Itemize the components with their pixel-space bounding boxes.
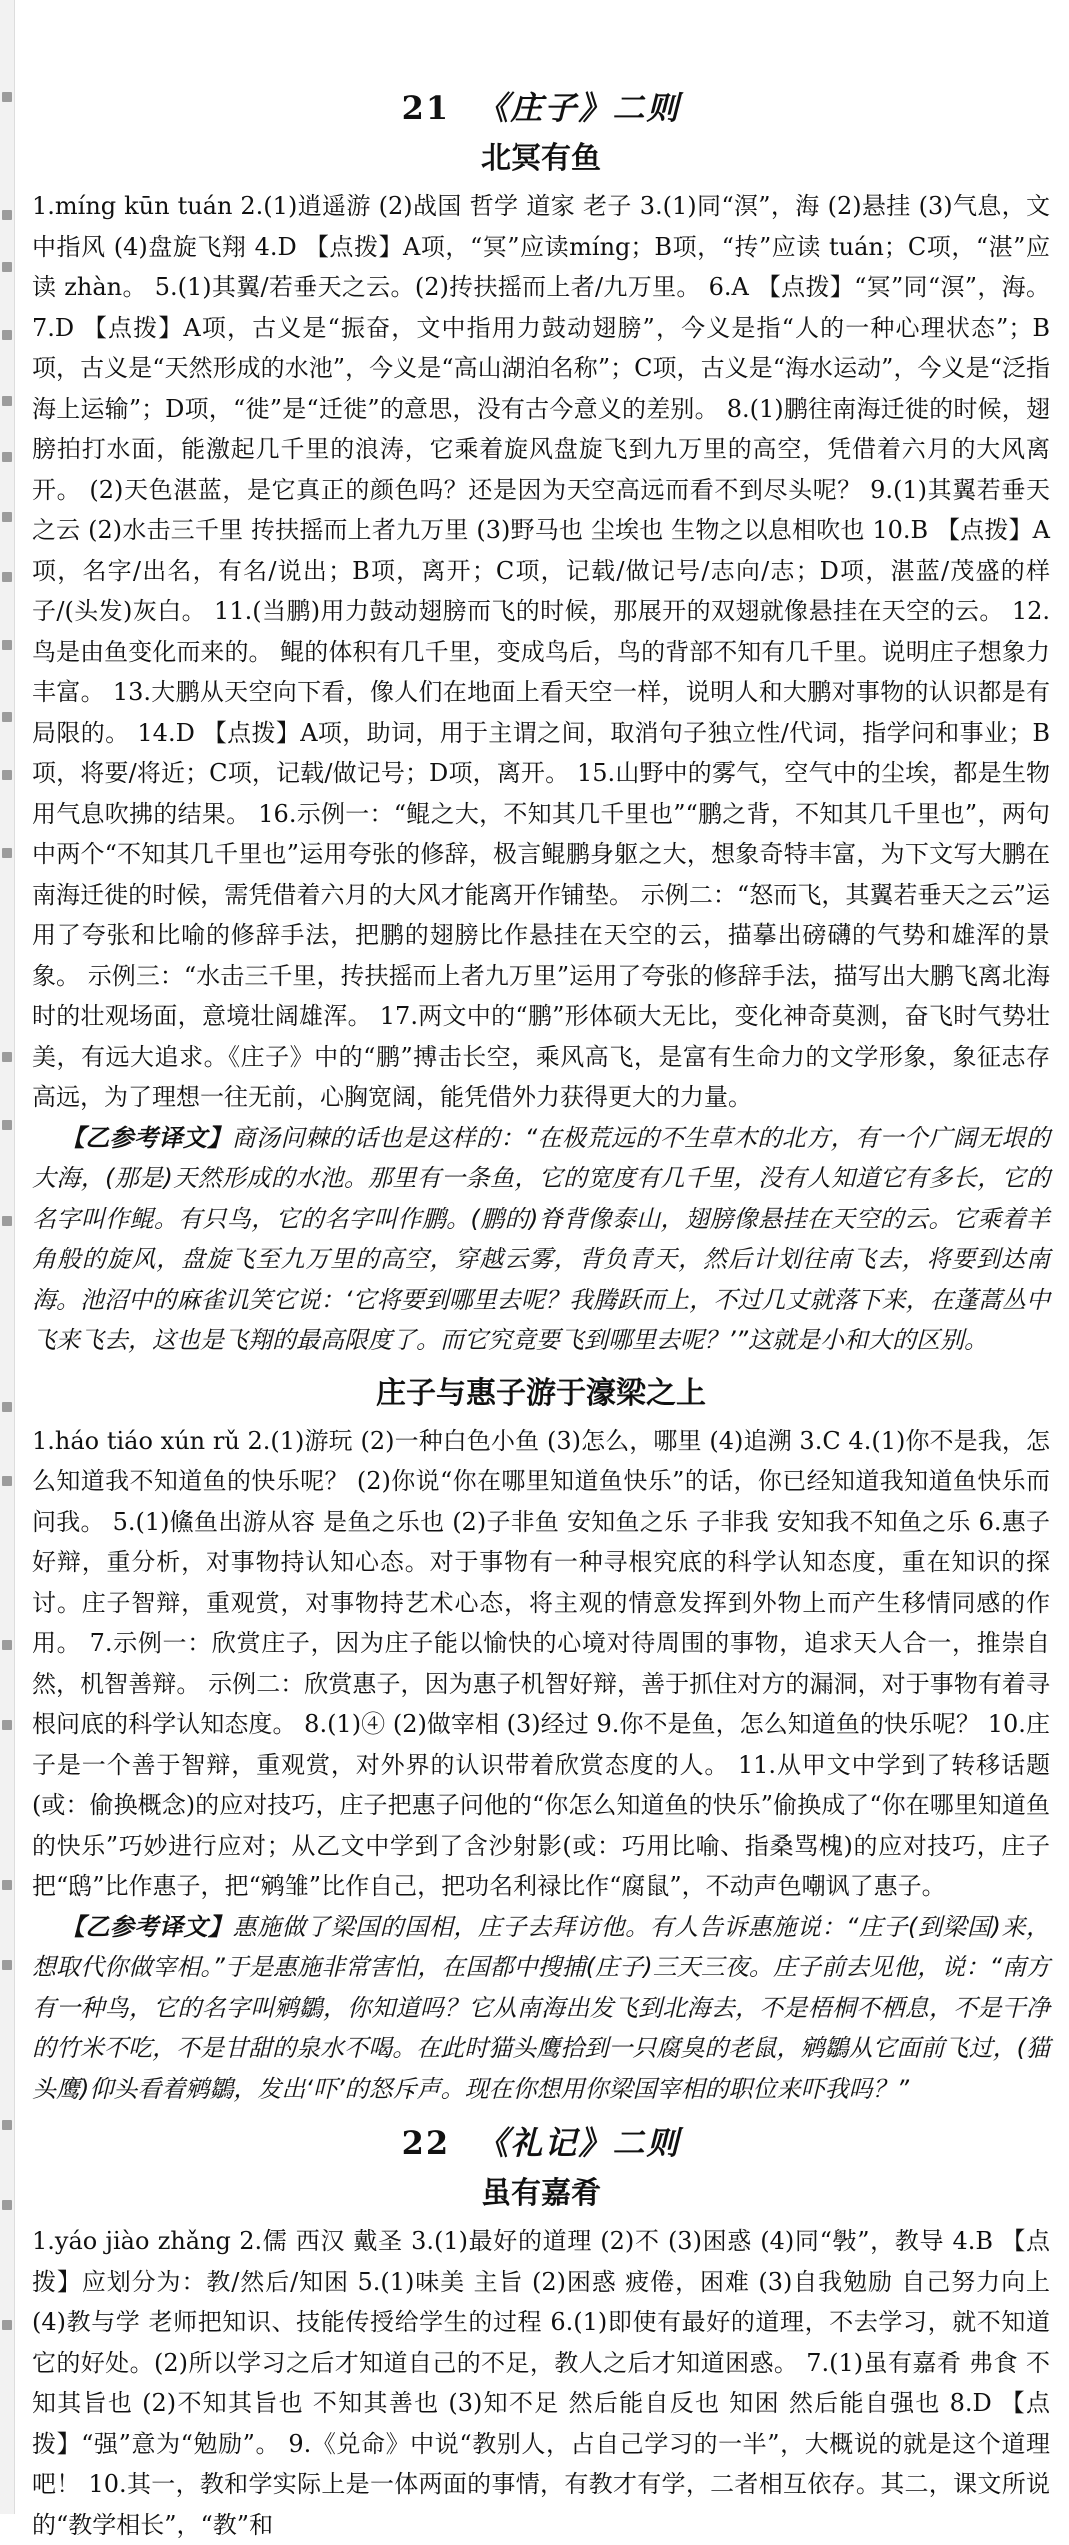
translation-tag: 【乙参考译文】 bbox=[60, 1912, 233, 1941]
answers-paragraph: 1.míng kūn tuán 2.(1)逍遥游 (2)战国 哲学 道家 老子 3.(1)同“溟”，海 (2)悬挂 (3)气息，文中指风 (4)盘旋飞翔 4.D 【点拨】A项，“冥”应读míng；B项，“抟”应读 tuán；C项，“湛”应读 zhàn。 5.(1)其翼/若垂天之云。(2)抟扶摇而上者/九万里。 6.A 【点拨】“冥”同“溟”，海。 7.D 【点拨】A项，古义是“振奋，文中指用力鼓动翅膀”，今义是指“人的一种心理状态”；B项，古义是“天然形成的水池”，今义是“高山湖泊名称”；C项，古义是“海水运动”，今义是“泛指海上运输”；D项，“徙”是“迁徙”的意思，没有古今意义的差别。 8.(1)鹏往南海迁徙的时候，翅膀拍打水面，能激起几千里的浪涛，它乘着旋风盘旋飞到九万里的高空，凭借着六月的大风离开。 (2)天色湛蓝，是它真正的颜色吗？还是因为天空高远而看不到尽头呢？ 9.(1)其翼若垂天之云 (2)水击三千里 抟扶摇而上者九万里 (3)野马也 尘埃也 生物之以息相吹也 10.B 【点拨】A项，名字/出名，有名/说出；B项，离开；C项，记载/做记号/志向/志；D项，湛蓝/茂盛的样子/(头发)灰白。 11.(当鹏)用力鼓动翅膀而飞的时候，那展开的双翅就像悬挂在天空的云。 12.鸟是由鱼变化而来的。 鲲的体积有几千里，变成鸟后，鸟的背部不知有几千里。说明庄子想象力丰富。 13.大鹏从天空向下看，像人们在地面上看天空一样，说明人和大鹏对事物的认识都是有局限的。 14.D 【点拨】A项，助词，用于主谓之间，取消句子独立性/代词，指学问和事业；B项，将要/将近；C项，记载/做记号；D项，离开。 15.山野中的雾气，空气中的尘埃，都是生物用气息吹拂的结果。 16.示例一：“鲲之大，不知其几千里也”“鹏之背，不知其几千里也”，两句中两个“不知其几千里也”运用夸张的修辞，极言鲲鹏身躯之大，想象奇特丰富，为下文写大鹏在南海迁徙的时候，需凭借着六月的大风才能离开作铺垫。 示例二：“怒而飞，其翼若垂天之云”运用了夸张和比喻的修辞手法，把鹏的翅膀比作悬挂在天空的云，描摹出磅礴的气势和雄浑的景象。 示例三：“水击三千里，抟扶摇而上者九万里”运用了夸张的修辞手法，描写出大鹏飞离北海时的壮观场面，意境壮阔雄浑。 17.两文中的“鹏”形体硕大无比，变化神奇莫测，奋飞时气势壮美，有远大追求。《庄子》中的“鹏”搏击长空，乘风高飞，是富有生命力的文学形象，象征志存高远，为了理想一往无前，心胸宽阔，能凭借外力获得更大的力量。 bbox=[32, 192, 1050, 1111]
answers-paragraph: 1.háo tiáo xún rǔ 2.(1)游玩 (2)一种白色小鱼 (3)怎么，哪里 (4)追溯 3.C 4.(1)你不是我，怎么知道我不知道鱼的快乐呢？ (2)你说“你在哪里知道鱼快乐”的话，你已经知道我知道鱼快乐而问我。 5.(1)鯈鱼出游从容 是鱼之乐也 (2)子非鱼 安知鱼之乐 子非我 安知我不知鱼之乐 6.惠子好辩，重分析，对事物持认知心态。对于事物有一种寻根究底的科学认知态度，重在知识的探讨。庄子智辩，重观赏，对事物持艺术心态，将主观的情意发挥到外物上而产生移情同感的作用。 7.示例一：欣赏庄子，因为庄子能以愉快的心境对待周围的事物，追求天人合一，推崇自然，机智善辩。 示例二：欣赏惠子，因为惠子机智好辩，善于抓住对方的漏洞，对于事物有着寻根问底的科学认知态度。 8.(1)④ (2)做宰相 (3)经过 9.你不是鱼，怎么知道鱼的快乐呢？ 10.庄子是一个善于智辩，重观赏，对外界的认识带着欣赏态度的人。 11.从甲文中学到了转移话题(或：偷换概念)的应对技巧，庄子把惠子问他的“你怎么知道鱼的快乐”偷换成了“你在哪里知道鱼的快乐”巧妙进行应对；从乙文中学到了含沙射影(或：巧用比喻、指桑骂槐)的应对技巧，庄子把“鸱”比作惠子，把“鹓雏”比作自己，把功名利禄比作“腐鼠”，不动声色嘲讽了惠子。 bbox=[32, 1426, 1050, 1900]
lesson-name: 《庄子》二则 bbox=[476, 89, 681, 127]
section-title: 庄子与惠子游于濠梁之上 bbox=[376, 1375, 706, 1411]
translation-text: 惠施做了梁国的国相，庄子去拜访他。有人告诉惠施说：“庄子(到梁国)来，想取代你做宰相。”于是惠施非常害怕，在国都中搜捕(庄子)三天三夜。庄子前去见他，说：“南方有一种鸟，它的名字叫鹓鶵，你知道吗？它从南海出发飞到北海去，不是梧桐不栖息，不是干净的竹米不吃，不是甘甜的泉水不喝。在此时猫头鹰拾到一只腐臭的老鼠，鹓鶵从它面前飞过，(猫头鹰)仰头看着鹓鶵，发出‘吓’的怒斥声。现在你想用你梁国宰相的职位来吓我吗？” bbox=[32, 1912, 1050, 2103]
translation-tag: 【乙参考译文】 bbox=[60, 1123, 232, 1152]
lesson-title bbox=[32, 84, 1050, 132]
lesson-number: 21 bbox=[401, 89, 451, 127]
lesson-title bbox=[32, 2119, 1050, 2167]
translation-text: 商汤问棘的话也是这样的：“在极荒远的不生草木的北方，有一个广阔无垠的大海，(那是)天然形成的水池。那里有一条鱼，它的宽度有几千里，没有人知道它有多长，它的名字叫作鲲。有只鸟，它的名字叫作鹏。(鹏的)脊背像泰山，翅膀像悬挂在天空的云。它乘着羊角般的旋风，盘旋飞至九万里的高空，穿越云雾，背负青天，然后计划往南飞去，将要到达南海。池沼中的麻雀讥笑它说：‘它将要到哪里去呢？我腾跃而上，不过几丈就落下来，在蓬蒿丛中飞来飞去，这也是飞翔的最高限度了。而它究竟要飞到哪里去呢？’”这就是小和大的区别。 bbox=[32, 1123, 1050, 1354]
answers-paragraph: 1.yáo jiào zhǎng 2.儒 西汉 戴圣 3.(1)最好的道理 (2)不 (3)困惑 (4)同“斅”，教导 4.B 【点拨】应划分为：教/然后/知困 5.(1)味美 主旨 (2)困惑 疲倦，困难 (3)自我勉励 自己努力向上 (4)教与学 老师把知识、技能传授给学生的过程 6.(1)即使有最好的道理，不去学习，就不知道它的好处。(2)所以学习之后才知道自己的不足，教人之后才知道困惑。 7.(1)虽有嘉肴 弗食 不知其旨也 (2)不知其旨也 不知其善也 (3)知不足 然后能自反也 知困 然后能自强也 8.D 【点拨】“强”意为“勉励”。 9.《兑命》中说“教别人，占自己学习的一半”，大概说的就是这个道理吧！ 10.其一，教和学实际上是一体两面的事情，有教才有学，二者相互依存。其二，课文所说的“教学相长”，“教”和 bbox=[32, 2227, 1050, 2539]
section-title: 虽有嘉肴 bbox=[481, 2176, 601, 2211]
lesson-number: 22 bbox=[401, 2124, 451, 2162]
translation-paragraph bbox=[32, 1907, 1050, 2110]
translation-paragraph bbox=[32, 1118, 1050, 1361]
section-title: 北冥有鱼 bbox=[481, 141, 601, 176]
lesson-name: 《礼记》二则 bbox=[476, 2124, 681, 2162]
answer-key-page bbox=[32, 84, 1050, 2545]
left-page-edge-strip bbox=[0, 0, 15, 2514]
